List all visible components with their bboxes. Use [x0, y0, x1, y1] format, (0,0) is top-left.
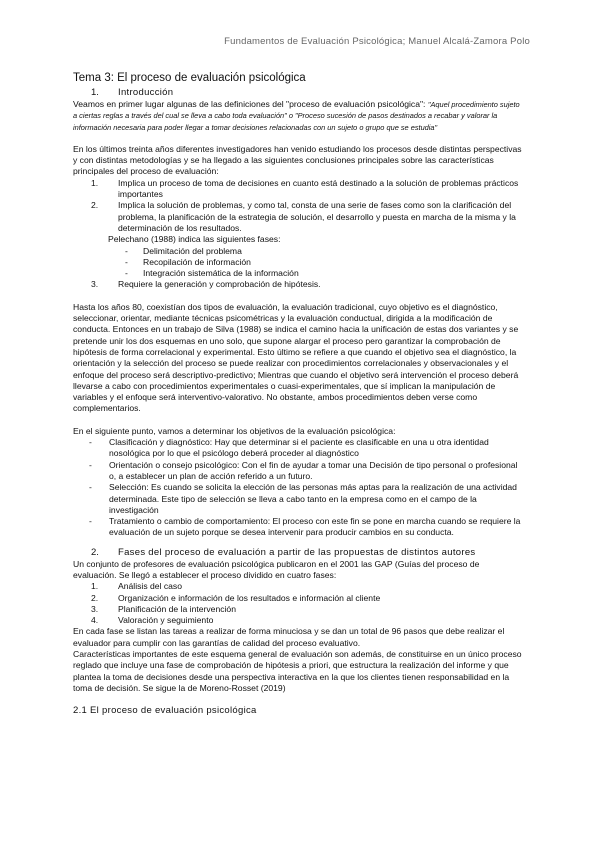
list-item: [73, 604, 525, 615]
dash-marker: -: [89, 516, 92, 527]
objective-text: Clasificación y diagnóstico: Hay que determinar si el paciente es clasificable en una u otra identidad nosológica por lo que el psicólogo deberá proceder al diagnóstico: [109, 437, 489, 459]
section-1-number: 1.: [91, 87, 99, 98]
objective-item: [73, 482, 525, 516]
list-text: Valoración y seguimiento: [118, 615, 214, 626]
definitions-intro: Veamos en primer lugar algunas de las definiciones del "proceso de evaluación psicológica":: [73, 99, 428, 109]
objective-text: Orientación o consejo psicológico: Con el fin de ayudar a tomar una Decisión de tipo personal o profesional o, a establecer un plan de acción referido a un futuro.: [109, 459, 518, 481]
tasks-paragraph: En cada fase se listan las tareas a realizar de forma minuciosa y se dan un total de 96 pasos que debe realizar el evaluador para cumplir con las garantías de calidad del proceso evaluativo.: [73, 626, 505, 648]
pelechano-line: Pelechano (1988) indica las siguientes fases:: [108, 234, 281, 245]
running-header: Fundamentos de Evaluación Psicológica; Manuel Alcalá-Zamora Polo: [224, 36, 530, 47]
list-item: [73, 279, 525, 290]
list-text: Organización e información de los resultados e información al cliente: [118, 592, 381, 603]
objective-text: Selección: Es cuando se solicita la elección de las personas más aptas para la realización de una actividad determinada. Este tipo de selección se lleva a cabo tanto en la empresa como en el campo de la investigación: [109, 482, 517, 515]
phase-text: Delimitación del problema: [143, 245, 242, 256]
list-number: 4.: [91, 615, 99, 626]
list-number: 1.: [91, 581, 99, 592]
phase-item: [73, 257, 525, 268]
section-1-heading: [73, 87, 525, 99]
dash-marker: -: [125, 245, 128, 256]
list-number: 3.: [91, 279, 99, 290]
list-item: [73, 593, 525, 604]
objective-item: [73, 516, 525, 539]
history-paragraph: Hasta los años 80, coexistían dos tipos de evaluación, la evaluación tradicional, cuyo objetivo es el diagnóstico, seleccionar, orientar, mediante técnicas psicométricas y la evaluación conductual, dirigida a la modificación de conducta. Entonces en un trabajo de Silva (1988) se indica el camino hacia la unificación de estas dos variantes y se pretende unir los dos esquemas en uno solo, que supone alargar el proceso pero garantizar la comprobación de hipótesis de forma correlacional y experimental. Esto último se refiere a que cuando el objetivo sea el diagnóstico, la orientación y la selección del proceso se puede realizar con procedimientos correlacionales y observacionales y el enfoque del proceso será descriptivo-predictivo; Mientras que cuando el objetivo será intervención el proceso deberá llevarse a cabo con procedimientos experimentales o cuasi-experimentales, que sí implican la manipulación de variables y el enfoque será interventivo-valorativo. No obstante, ambos procedimientos deben verse como complementarios.: [73, 301, 519, 414]
list-item: [73, 615, 525, 626]
research-paragraph: En los últimos treinta años diferentes investigadores han venido estudiando los procesos desde distintas perspectivas y con distintas metodologías y se ha llegado a las siguientes conclusiones principales sobre las características principales del proceso de evaluación:: [73, 143, 522, 177]
objective-text: Tratamiento o cambio de comportamiento: El proceso con este fin se pone en marcha cuando se requiere la evaluación de un sujeto porque se desea intervenir para producir cambios en su conducta.: [109, 516, 521, 538]
page-title: Tema 3: El proceso de evaluación psicológica: [73, 72, 306, 84]
list-item: [73, 200, 525, 234]
list-item: [73, 178, 525, 201]
list-text: Implica la solución de problemas, y como tal, consta de una serie de fases como son la clarificación del problema, la planificación de la estrategia de solución, el desarrollo y puesta en marcha de la misma y la determinación de los resultados.: [118, 200, 516, 233]
dash-marker: -: [125, 268, 128, 279]
section-2-heading: [73, 547, 525, 559]
list-text: Requiere la generación y comprobación de hipótesis.: [118, 279, 321, 290]
list-item: [73, 581, 525, 592]
dash-marker: -: [89, 437, 92, 448]
document-body: [73, 71, 525, 717]
phase-item: [73, 268, 525, 279]
section-2-number: 2.: [91, 546, 99, 558]
dash-marker: -: [89, 482, 92, 493]
section-1-title: Introducción: [118, 87, 174, 98]
list-text: Análisis del caso: [118, 581, 183, 592]
objectives-intro: En el siguiente punto, vamos a determinar los objetivos de la evaluación psicológica:: [73, 425, 396, 436]
characteristics-paragraph: Características importantes de este esquema general de evaluación son además, de constituirse en un único proceso reglado que incluye una fase de comprobación de hipótesis a priori, que estructura la realización del informe y que plantea la toma de decisiones desde una perspectiva interactiva en la que los clientes tienen responsabilidad en la toma de decisión. Se sigue la de Moreno-Rosset (2019): [73, 649, 522, 693]
list-text: Implica un proceso de toma de decisiones en cuanto está destinado a la solución de problemas prácticos importantes: [118, 177, 519, 200]
section-2-1-heading: 2.1 El proceso de evaluación psicológica: [73, 705, 257, 717]
phase-item: [73, 246, 525, 257]
list-number: 2.: [91, 200, 99, 211]
list-number: 2.: [91, 592, 99, 603]
phase-text: Integración sistemática de la información: [143, 268, 299, 279]
phase-text: Recopilación de información: [143, 256, 251, 267]
dash-marker: -: [125, 256, 128, 267]
section-2-title: Fases del proceso de evaluación a partir de las propuestas de distintos autores: [118, 546, 476, 558]
definitions-quote: "Aquel procedimiento sujeto a ciertas reglas a través del cual se lleva a cabo toda evaluación" o "Proceso sucesión de pasos destinados a recabar y valorar la información necesaria para poder llegar a tomar decisiones relacionadas con un sujeto o grupo que se estudia": [73, 100, 520, 132]
list-number: 1.: [91, 177, 99, 188]
list-number: 3.: [91, 603, 99, 614]
gap-paragraph: Un conjunto de profesores de evaluación psicológica publicaron en el 2001 las GAP (Guías del proceso de evaluación. Se llegó a establecer el proceso dividido en cuatro fases:: [73, 558, 480, 580]
objective-item: [73, 460, 525, 483]
definitions-paragraph: [73, 99, 525, 133]
objective-item: [73, 437, 525, 460]
list-text: Planificación de la intervención: [118, 603, 236, 614]
dash-marker: -: [89, 459, 92, 470]
